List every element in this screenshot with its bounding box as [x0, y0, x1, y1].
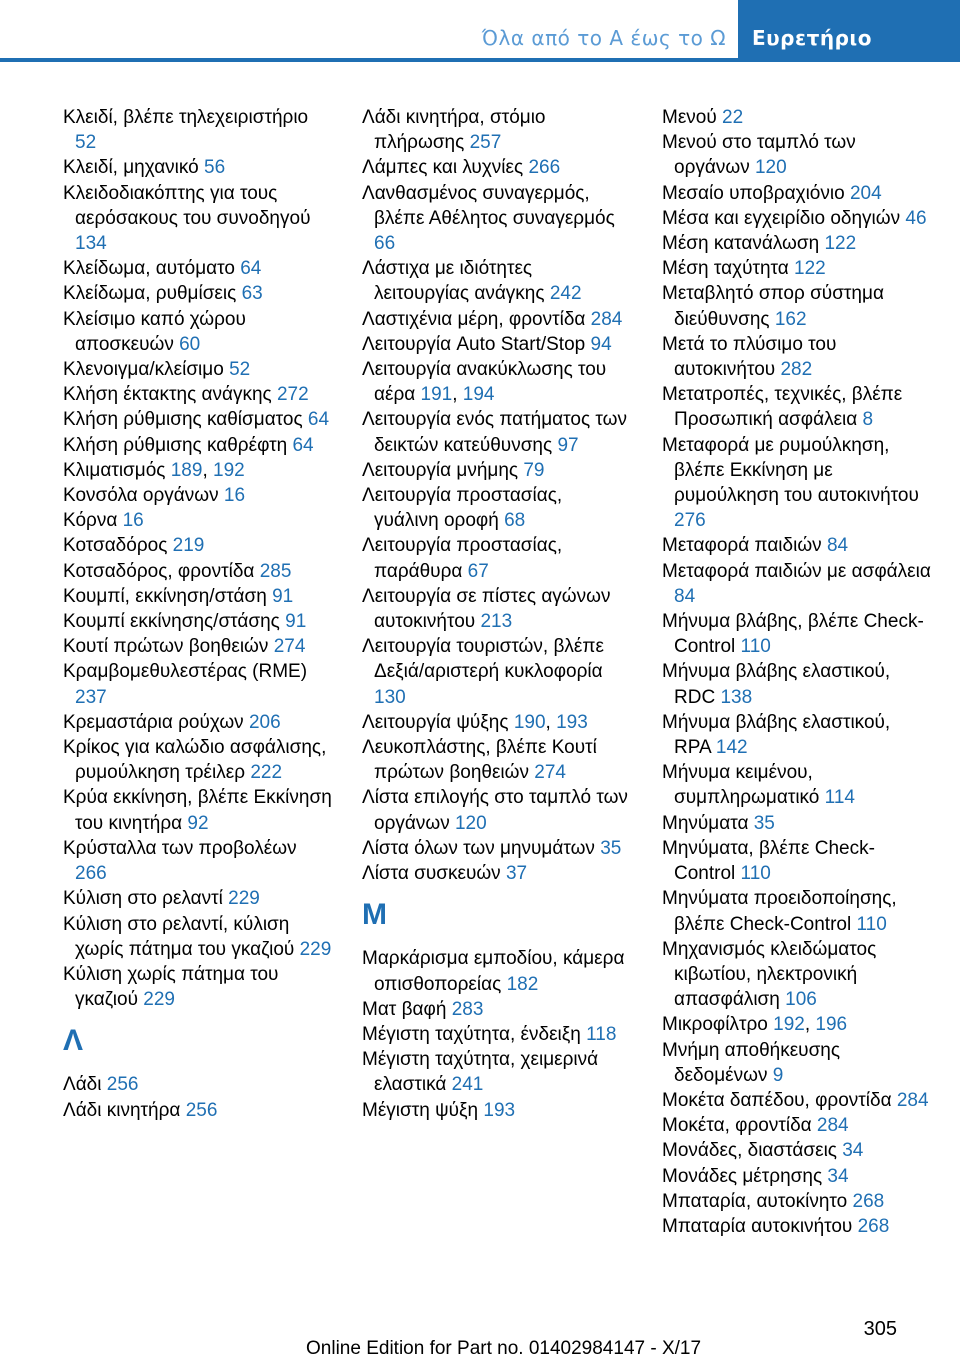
index-entry: [662, 130, 932, 180]
page-reference-link[interactable]: 9: [772, 1064, 784, 1086]
page-reference-link[interactable]: 97: [557, 434, 579, 456]
page-reference-link[interactable]: 284: [590, 308, 623, 330]
index-entry: [362, 997, 632, 1022]
index-entry: Μικροφίλτρο 192, 196: [662, 1014, 848, 1036]
index-entry-text: Μπαταρία, αυτοκίνητο: [662, 1190, 848, 1212]
page-reference-link[interactable]: 110: [740, 636, 771, 658]
index-entry: [662, 1088, 932, 1113]
page-reference-link[interactable]: 222: [250, 762, 283, 784]
index-entry-text: Λάδι: [63, 1074, 102, 1096]
page-reference-link[interactable]: 282: [780, 359, 813, 381]
page-reference-link[interactable]: 106: [785, 989, 817, 1011]
index-entry-text: Κύλιση στο ρελαντί, κύλιση χωρίς πάτημα του γκαζιού: [63, 913, 295, 960]
page-reference-link[interactable]: 110: [740, 863, 771, 885]
index-entry-text: Μεταφορά με ρυμούλκηση, βλέπε Εκκίνηση με ρυμούλκηση του αυτοκινήτου: [662, 434, 919, 507]
index-entry-text: Λανθασμένος συναγερμός, βλέπε Αθέλητος συναγερμός: [362, 182, 615, 229]
index-entry-text: Λάστιχα με ιδιότητες λειτουργίας ανάγκης: [362, 258, 545, 305]
page-reference-link[interactable]: 257: [469, 132, 502, 154]
index-entry: [63, 155, 333, 180]
index-entry-text: Κραμβομεθυλεστέρας (RME): [63, 661, 308, 683]
page-reference-link[interactable]: 60: [179, 333, 201, 355]
page-reference-link[interactable]: 91: [285, 611, 307, 633]
index-entry-text: Λάμπες και λυχνίες: [362, 157, 524, 179]
index-entry-text: Μοκέτα δαπέδου, φροντίδα: [662, 1089, 892, 1111]
index-entry: [63, 634, 333, 659]
index-entry: [63, 836, 333, 886]
page-reference-link[interactable]: 46: [905, 207, 927, 229]
page-reference-link[interactable]: 206: [248, 711, 281, 733]
index-entry-text: Κλείσιμο καπό χώρου αποσκευών: [63, 308, 246, 355]
index-entry: [63, 433, 333, 458]
page-reference-link[interactable]: 272: [276, 384, 309, 406]
index-entry: [362, 407, 632, 457]
index-entry: [63, 584, 333, 609]
index-column-2: [362, 105, 632, 1123]
index-entry: [662, 710, 932, 760]
index-entry-text: Κύλιση στο ρελαντί: [63, 888, 223, 910]
index-entry-text: Κουμπί εκκίνησης/στάσης: [63, 611, 280, 633]
index-entry-text: Λίστα επιλογής στο ταμπλό των οργάνων: [362, 787, 628, 834]
index-entry: [63, 735, 333, 785]
index-entry-text: Κλήση ρύθμισης καθρέφτη: [63, 434, 288, 456]
index-entry: [63, 307, 333, 357]
page-reference-link[interactable]: 35: [600, 837, 622, 859]
index-entry-text: Μηνύματα προειδοποίησης, βλέπε Check-Control: [662, 888, 897, 935]
index-column-1: [63, 105, 333, 1123]
index-entry: Κλιματισμός 189, 192: [63, 459, 245, 481]
page-header: [0, 0, 960, 62]
page-reference-link[interactable]: 162: [774, 308, 807, 330]
index-entry-text: Μετατροπές, τεχνικές, βλέπε Προσωπική ασφάλεια: [662, 384, 903, 431]
index-entry: [662, 206, 932, 231]
page-reference-link[interactable]: 241: [451, 1074, 484, 1096]
index-entry: [362, 256, 632, 306]
index-entry-text: Μενού: [662, 107, 717, 128]
page-reference-link[interactable]: 204: [849, 182, 882, 204]
footer-edition: Online Edition for Part no. 01402984147 - X/17: [306, 1338, 702, 1359]
page-reference-link[interactable]: 284: [816, 1115, 849, 1137]
page-reference-link[interactable]: 138: [720, 686, 753, 708]
page-reference-link[interactable]: 67: [467, 560, 489, 582]
index-entry-text: Λειτουργία προστασίας, παράθυρα: [362, 535, 563, 582]
page-reference-link[interactable]: 16: [223, 485, 246, 507]
page-reference-link[interactable]: 16: [122, 510, 144, 532]
page-reference-link[interactable]: 189: [170, 459, 203, 481]
index-entry: [662, 1214, 932, 1239]
index-entry-text: Κλείδωμα, αυτόματο: [63, 258, 235, 280]
page-reference-link[interactable]: 191: [420, 384, 453, 406]
index-entry-text: Μεταφορά παιδιών: [662, 535, 822, 557]
page-reference-link[interactable]: 268: [857, 1215, 890, 1237]
page-reference-link[interactable]: 84: [826, 535, 849, 557]
index-entry: Λειτουργία ανακύκλωσης του αέρα 191, 194: [362, 359, 607, 406]
page-reference-link[interactable]: 56: [204, 157, 226, 179]
index-entry-text: Μηχανισμός κλειδώματος κιβωτίου, ηλεκτρονική απασφάλιση: [662, 938, 877, 1011]
index-entry-text: Μέγιστη ψύξη: [362, 1099, 479, 1121]
page-reference-link[interactable]: 92: [187, 812, 209, 834]
index-entry-text: Ματ βαφή: [362, 998, 447, 1020]
page-reference-link[interactable]: 130: [374, 686, 406, 708]
index-entry-text: Κλιματισμός: [63, 459, 166, 481]
page-reference-link[interactable]: 283: [451, 998, 484, 1020]
page-reference-link[interactable]: 114: [824, 787, 855, 809]
page-reference-link[interactable]: 237: [75, 686, 107, 708]
page-reference-link[interactable]: 120: [754, 157, 787, 179]
page-reference-link[interactable]: 194: [462, 384, 495, 406]
page-reference-link[interactable]: 229: [299, 938, 332, 960]
index-entry: [63, 609, 333, 634]
header-title-band: [738, 0, 960, 62]
index-entry: [362, 181, 632, 257]
index-entry-text: Κονσόλα οργάνων: [63, 485, 219, 507]
index-entry-text: Μικροφίλτρο: [662, 1014, 768, 1036]
page-reference-link[interactable]: 37: [505, 863, 528, 885]
page-reference-link[interactable]: 229: [143, 989, 175, 1011]
index-entry: [662, 181, 932, 206]
index-entry-text: Μέση κατανάλωση: [662, 233, 820, 255]
index-entry-text: Λειτουργία προστασίας, γυάλινη οροφή: [362, 485, 563, 532]
page-reference-link[interactable]: 64: [307, 409, 330, 431]
index-entry: [362, 458, 632, 483]
index-entry-text: Μπαταρία αυτοκινήτου: [662, 1215, 853, 1237]
index-letter-heading: Λ: [63, 1024, 84, 1058]
index-entry-text: Λειτουργία σε πίστες αγώνων αυτοκινήτου: [362, 585, 611, 633]
index-entry-text: Μνήμη αποθήκευσης δεδομένων: [662, 1039, 841, 1086]
page-reference-link[interactable]: 219: [172, 535, 205, 557]
index-entry: [362, 861, 632, 886]
index-entry-text: Κοτσαδόρος, φροντίδα: [63, 560, 255, 582]
page-reference-link[interactable]: 52: [75, 132, 97, 154]
page-reference-link[interactable]: 266: [75, 863, 107, 885]
index-entry: [362, 332, 632, 357]
index-entry: [63, 382, 333, 407]
page-reference-link[interactable]: 63: [241, 283, 263, 305]
header-section-label: Όλα από το Α έως το Ω: [481, 26, 726, 50]
index-entry: [362, 836, 632, 861]
index-entry: [662, 559, 932, 609]
index-entry-text: Λειτουργία ενός πατήματος των δεικτών κατεύθυνσης: [362, 409, 627, 456]
page-reference-link[interactable]: 268: [852, 1190, 885, 1212]
page-reference-link[interactable]: 284: [896, 1089, 929, 1111]
index-entry-text: Μέγιστη ταχύτητα, χειμερινά ελαστικά: [362, 1049, 599, 1096]
index-entry-text: Μαρκάρισμα εμποδίου, κάμερα οπισθοπορείας: [362, 948, 625, 995]
index-entry: [362, 1047, 632, 1097]
page-reference-link[interactable]: 35: [753, 812, 775, 834]
page-reference-link[interactable]: 122: [794, 258, 826, 280]
index-entry: [63, 483, 333, 508]
index-entry-text: Μετά το πλύσιμο του αυτοκινήτου: [662, 333, 837, 381]
header-section-band: [0, 0, 738, 62]
index-entry: [63, 533, 333, 558]
index-entry-text: Λειτουργία Auto Start/Stop: [362, 333, 586, 355]
index-entry-text: Μοκέτα, φροντίδα: [662, 1115, 812, 1137]
index-entry: [362, 1098, 632, 1123]
index-entry: [63, 1098, 333, 1123]
index-entry: [662, 836, 932, 886]
index-entry: [662, 1138, 932, 1163]
index-entry-text: Μηνύματα, βλέπε Check-Control: [662, 837, 875, 885]
index-entry: [63, 886, 333, 911]
page-reference-link[interactable]: 34: [827, 1165, 849, 1187]
index-entry-text: Κρύα εκκίνηση, βλέπε Εκκίνηση του κινητήρα: [63, 787, 332, 834]
index-entry-text: Λίστα συσκευών: [362, 863, 501, 885]
page-reference-link[interactable]: 285: [259, 560, 292, 582]
index-entry-text: Κουτί πρώτων βοηθειών: [63, 636, 269, 658]
index-entry: [63, 559, 333, 584]
index-entry: [662, 281, 932, 331]
index-entry-text: Κλειδί, βλέπε τηλεχειριστήριο: [63, 107, 309, 128]
page-reference-link[interactable]: 84: [674, 585, 696, 607]
index-entry-text: Μήνυμα βλάβης ελαστικού, RDC: [662, 661, 891, 708]
index-entry-text: Μεσαίο υποβραχιόνιο: [662, 182, 845, 204]
index-entry: [63, 181, 333, 257]
index-entry: [362, 584, 632, 634]
index-entry: [63, 357, 333, 382]
index-entry: [63, 710, 333, 735]
index-entry-text: Μέγιστη ταχύτητα, ένδειξη: [362, 1023, 581, 1045]
page-reference-link[interactable]: 229: [228, 888, 260, 910]
page-reference-link[interactable]: 22: [722, 107, 744, 128]
index-entry: [63, 105, 333, 155]
page-reference-link[interactable]: 110: [856, 913, 887, 935]
index-entry: [63, 281, 333, 306]
index-entry: [362, 785, 632, 835]
index-entry-text: Μεταβλητό σπορ σύστημα διεύθυνσης: [662, 283, 884, 330]
page-reference-link[interactable]: 122: [824, 233, 857, 255]
index-entry: [662, 609, 932, 659]
index-entry: [662, 256, 932, 281]
index-entry-text: Λειτουργία μνήμης: [362, 459, 519, 481]
index-entry-text: Λειτουργία τουριστών, βλέπε Δεξιά/αριστερή κυκλοφορία: [362, 636, 604, 683]
page-reference-link[interactable]: 66: [374, 233, 396, 255]
page-reference-link[interactable]: 79: [523, 459, 545, 481]
index-entry: [63, 912, 333, 962]
page-reference-link[interactable]: 256: [106, 1074, 139, 1096]
page-reference-link[interactable]: 193: [556, 711, 588, 733]
index-entry: [662, 1038, 932, 1088]
index-entry: [662, 1189, 932, 1214]
index-entry-text: Μηνύματα: [662, 812, 749, 834]
index-entry: [63, 508, 333, 533]
page-reference-link[interactable]: 242: [549, 283, 582, 305]
index-entry: [662, 533, 932, 558]
page-reference-link[interactable]: 213: [480, 611, 513, 633]
index-entry: [63, 785, 333, 835]
page-reference-link[interactable]: 256: [185, 1099, 218, 1121]
index-entry-text: Κόρνα: [63, 510, 118, 532]
page-reference-link[interactable]: 182: [506, 973, 539, 995]
index-entry-text: Μέσα και εγχειρίδιο οδηγιών: [662, 207, 901, 229]
index-entry: [662, 811, 932, 836]
index-entry: [662, 231, 932, 256]
index-entry-text: Κλειδί, μηχανικό: [63, 157, 199, 179]
page-reference-link[interactable]: 266: [528, 157, 561, 179]
index-entry: [362, 533, 632, 583]
page-reference-link[interactable]: 120: [454, 812, 487, 834]
index-entry-text: Μεταφορά παιδιών με ασφάλεια: [662, 560, 931, 582]
index-entry: [63, 256, 333, 281]
page-reference-link[interactable]: 8: [862, 409, 874, 431]
page-reference-link[interactable]: 68: [504, 510, 526, 532]
index-entry-text: Μήνυμα βλάβης ελαστικού, RPA: [662, 711, 891, 759]
index-entry-text: Λίστα όλων των μηνυμάτων: [362, 837, 595, 859]
index-entry-text: Κρεμαστάρια ρούχων: [63, 711, 244, 733]
page-reference-link[interactable]: 192: [213, 459, 245, 481]
index-entry: [63, 659, 333, 709]
index-entry-text: Κλείδωμα, ρυθμίσεις: [63, 283, 237, 305]
page-reference-link[interactable]: 134: [75, 233, 107, 255]
index-entry: [662, 332, 932, 382]
index-entry: [662, 105, 932, 130]
page-reference-link[interactable]: 142: [715, 737, 748, 759]
page-reference-link[interactable]: 192: [773, 1014, 805, 1036]
index-entry: [662, 433, 932, 534]
index-entry: [63, 1072, 333, 1097]
index-entry: [362, 634, 632, 710]
index-entry-text: Λαστιχένια μέρη, φροντίδα: [362, 308, 586, 330]
index-entry: [662, 659, 932, 709]
index-entry-text: Μονάδες, διαστάσεις: [662, 1140, 837, 1162]
page-reference-link[interactable]: 274: [273, 636, 306, 658]
index-entry: [662, 937, 932, 1013]
index-entry-text: Μενού στο ταμπλό των οργάνων: [662, 132, 856, 179]
index-entry: [362, 307, 632, 332]
index-entry-text: Κλενοιγμα/κλείσιμο: [63, 359, 224, 381]
index-entry-text: Κρίκος για καλώδιο ασφάλισης, ρυμούλκηση τρέιλερ: [63, 737, 327, 784]
index-entry-text: Μονάδες μέτρησης: [662, 1165, 823, 1187]
index-entry-text: Κλήση ρύθμισης καθίσματος: [63, 409, 303, 431]
index-entry-text: Κουμπί, εκκίνηση/στάση: [63, 585, 267, 607]
page-reference-link[interactable]: 196: [815, 1014, 848, 1036]
index-entry: [362, 483, 632, 533]
index-entry: [63, 962, 333, 1012]
index-entry: Λειτουργία ψύξης 190, 193: [362, 711, 588, 733]
page-reference-link[interactable]: 52: [229, 359, 251, 381]
index-entry-text: Μέση ταχύτητα: [662, 258, 789, 280]
index-entry: [662, 1113, 932, 1138]
index-entry-text: Μήνυμα βλάβης, βλέπε Check-Control: [662, 611, 924, 658]
index-entry-text: Κοτσαδόρος: [63, 535, 168, 557]
page-reference-link[interactable]: 34: [842, 1140, 864, 1162]
index-entry: [662, 760, 932, 810]
index-entry: [362, 155, 632, 180]
index-entry: [362, 1022, 632, 1047]
index-entry: [662, 886, 932, 936]
page-reference-link[interactable]: 276: [674, 510, 706, 532]
page-reference-link[interactable]: 274: [534, 762, 566, 784]
index-entry-text: Λευκοπλάστης, βλέπε Κουτί πρώτων βοηθειών: [362, 737, 597, 784]
page-reference-link[interactable]: 64: [240, 258, 262, 280]
index-entry: [63, 407, 333, 432]
page-reference-link[interactable]: 91: [272, 585, 294, 607]
index-entry: [362, 735, 632, 785]
page-reference-link[interactable]: 64: [292, 434, 314, 456]
index-entry-text: Λειτουργία ψύξης: [362, 711, 509, 733]
page-reference-link[interactable]: 193: [483, 1099, 516, 1121]
index-entry-text: Κύλιση χωρίς πάτημα του γκαζιού: [63, 963, 279, 1011]
page-reference-link[interactable]: 190: [513, 711, 546, 733]
index-entry: [362, 946, 632, 996]
index-entry: [662, 382, 932, 432]
index-entry-text: Λάδι κινητήρα, στόμιο πλήρωσης: [362, 107, 546, 154]
page-reference-link[interactable]: 94: [590, 333, 612, 355]
index-entry: [362, 105, 632, 155]
index-entry-text: Λειτουργία ανακύκλωσης του αέρα: [362, 359, 607, 406]
index-entry-text: Μήνυμα κειμένου, συμπληρωματικό: [662, 762, 820, 809]
index-entry-text: Λάδι κινητήρα: [63, 1099, 181, 1121]
index-letter-heading: Μ: [362, 898, 387, 932]
index-entry-text: Κρύσταλλα των προβολέων: [63, 837, 297, 859]
page-reference-link[interactable]: 118: [586, 1023, 617, 1045]
index-entry: [662, 1164, 932, 1189]
page-number: 305: [863, 1318, 897, 1340]
index-entry-text: Κλήση έκτακτης ανάγκης: [63, 384, 272, 406]
index-entry-text: Κλειδοδιακόπτης για τους αερόσακους του συνοδηγού: [63, 182, 311, 229]
index-column-3: [662, 105, 932, 1239]
header-title: Ευρετήριο: [752, 26, 872, 50]
